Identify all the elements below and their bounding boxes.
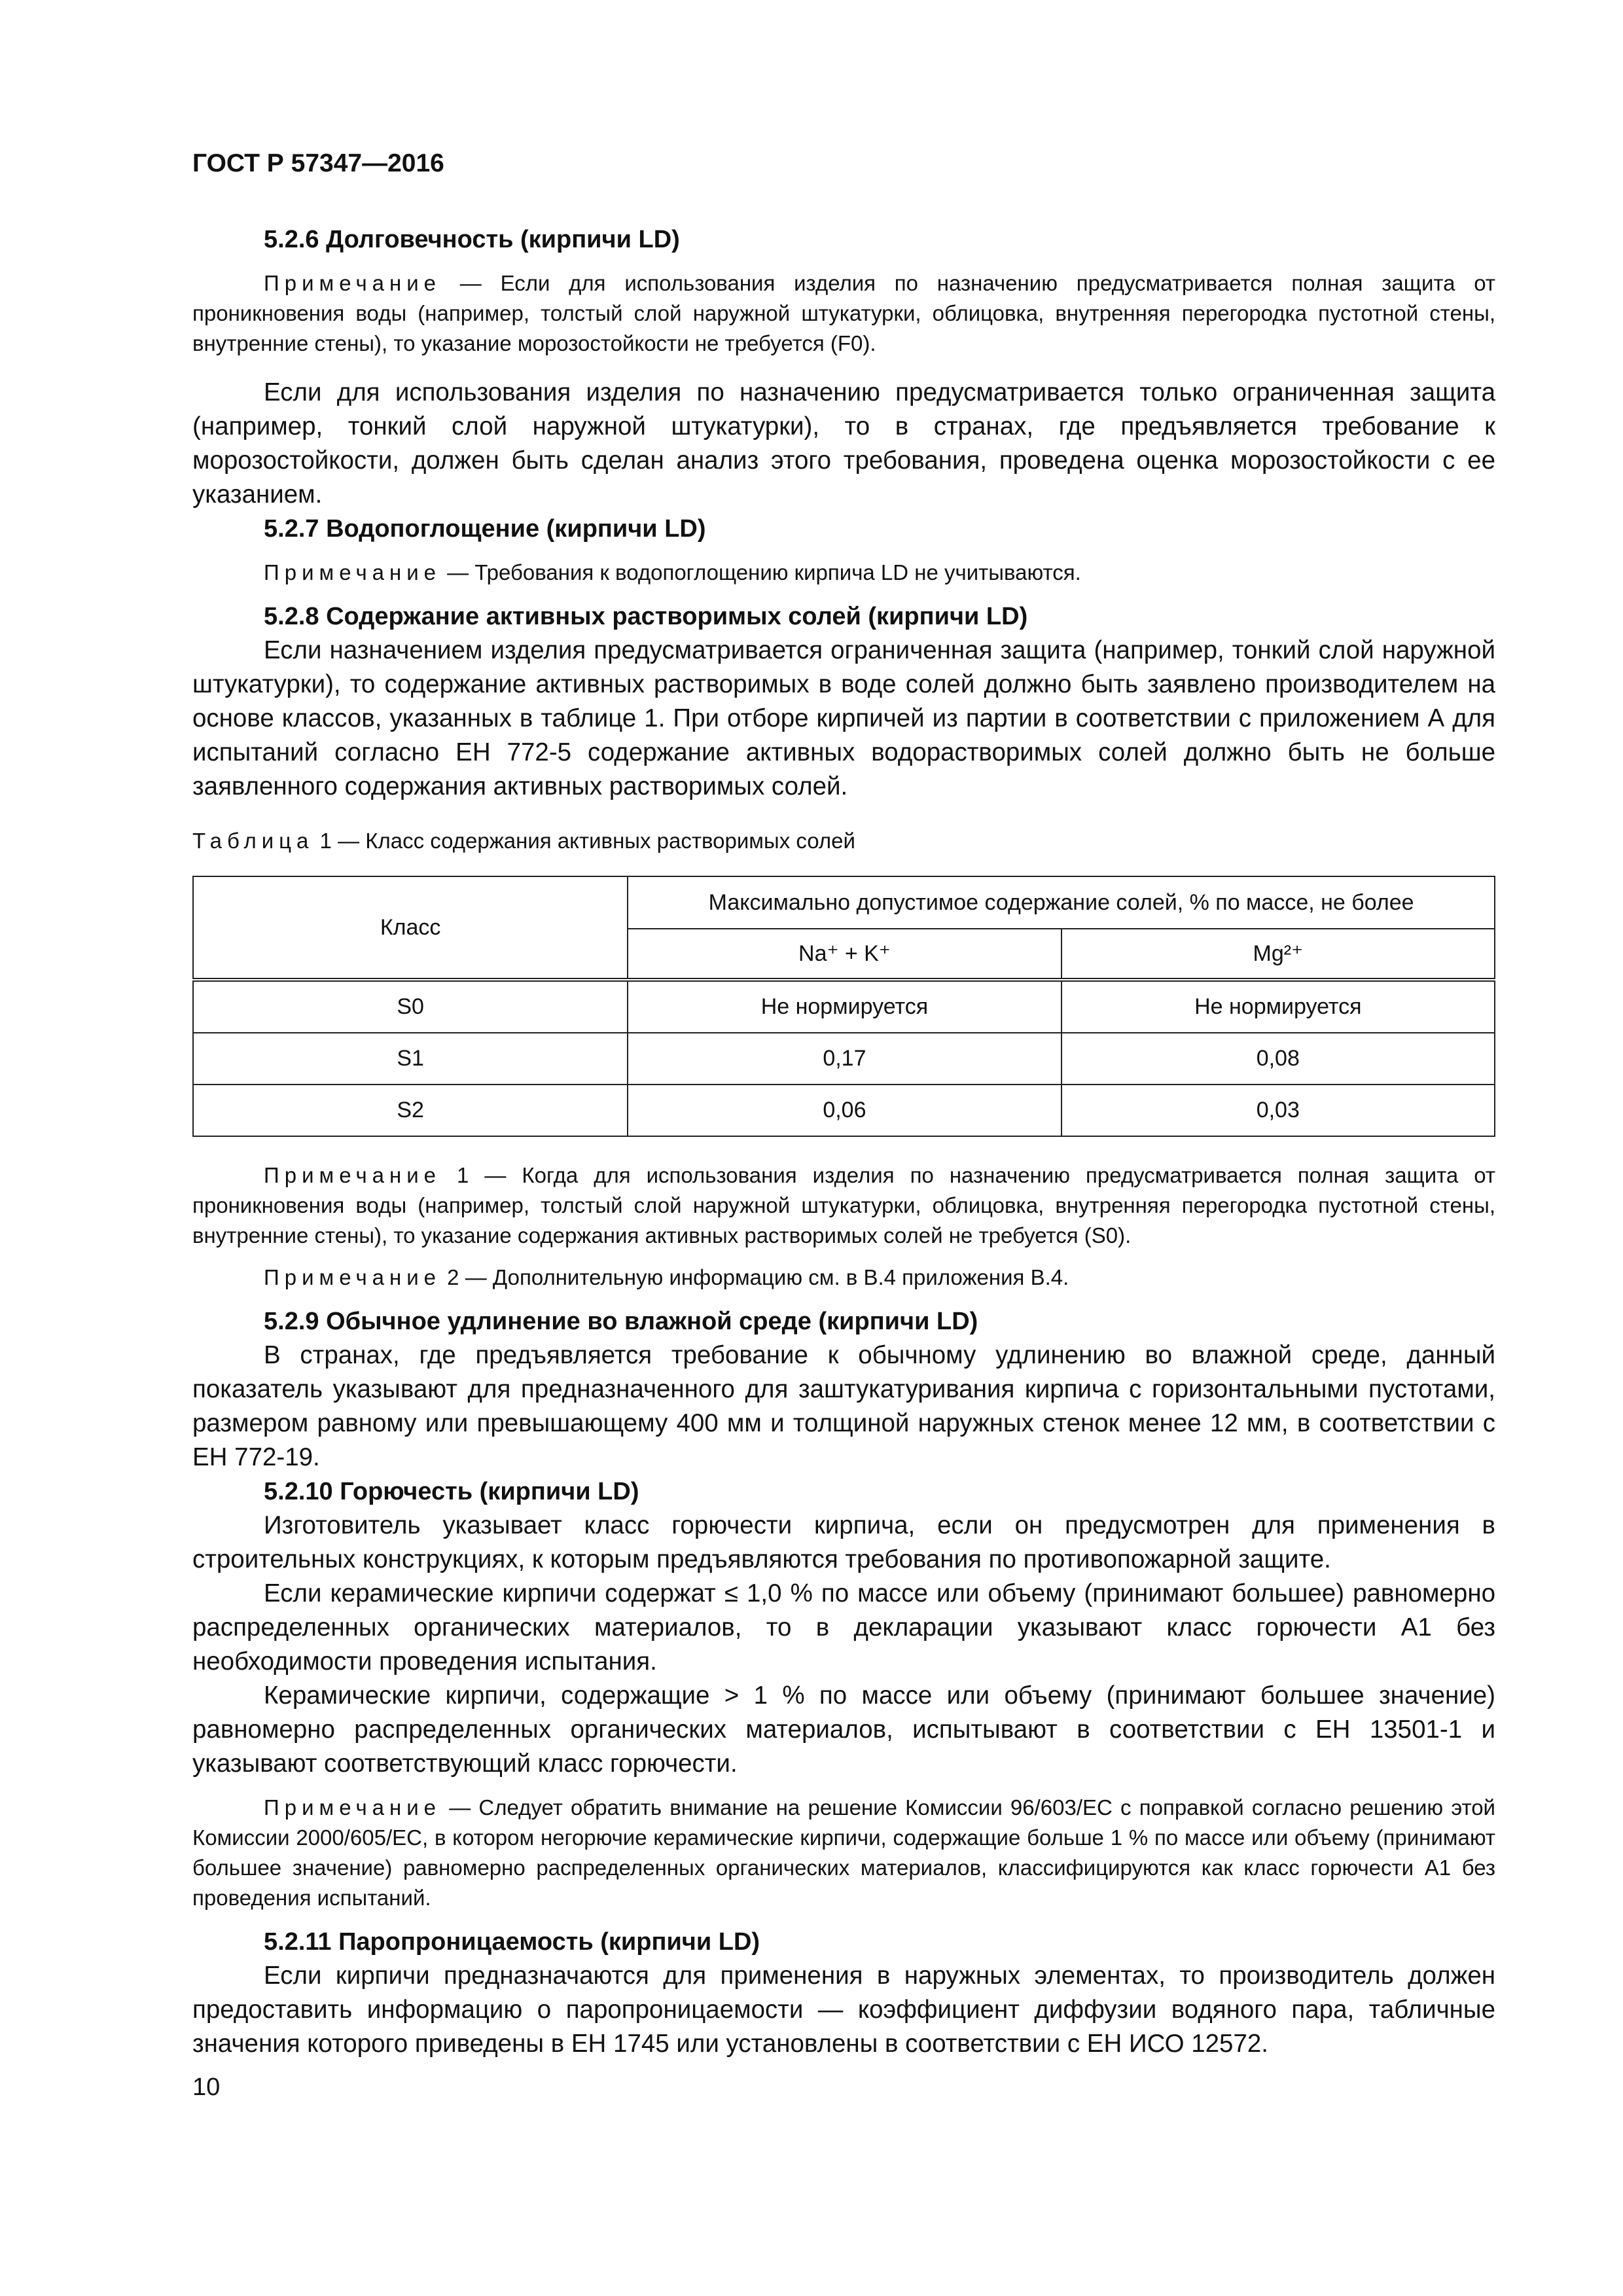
paragraph-5-2-8: Если назначением изделия предусматривается ограниченная защита (например, тонкий слой наружной штукатурки), то содержание активных растворимых в воде солей должно быть заявлено производителем на основе классов, указанных в таблице 1. При отборе кирпичей из партии в соответствии с приложением А для испытаний согласно ЕН 772-5 содержание активных водорастворимых солей должно быть не больше заявленного содержания активных растворимых солей. bbox=[192, 636, 1495, 800]
table-row bbox=[193, 1085, 1495, 1136]
table-header-row bbox=[193, 876, 1495, 929]
header-max-salts: Максимально допустимое содержание солей, % по массе, не более bbox=[628, 876, 1495, 929]
section-title-5-2-9: 5.2.9 Обычное удлинение во влажной среде (кирпичи LD) bbox=[264, 1308, 978, 1335]
note-5-2-10 bbox=[192, 1793, 1495, 1913]
note-5-2-6 bbox=[192, 268, 1495, 359]
table-note-2 bbox=[192, 1263, 1495, 1293]
cell-class: S2 bbox=[193, 1085, 628, 1136]
note-text: 1 — Когда для использования изделия по назначению предусматривается полная защита от проникновения воды (например, толстый слой наружной штукатурки, облицовка, внутренняя перегородка пустотной стены, внутренние стены), то указание содержания активных растворимых солей не требуется (S0). bbox=[192, 1163, 1495, 1247]
paragraph-5-2-6: Если для использования изделия по назначению предусматривается только ограниченная защита (например, тонкий слой наружной штукатурки), то в странах, где предъявляется требование к морозостойкости, должен быть сделан анализ этого требования, проведена оценка морозостойкости с ее указанием. bbox=[192, 378, 1495, 509]
paragraph-5-2-10-a: Изготовитель указывает класс горючести кирпича, если он предусмотрен для применения в строительных конструкциях, к которым предъявляются требования по противопожарной защите. bbox=[192, 1511, 1495, 1573]
note-label: Примечание bbox=[264, 1163, 442, 1187]
table-note-1 bbox=[192, 1160, 1495, 1251]
salts-table bbox=[192, 876, 1495, 1137]
cell-na-k: Не нормируется bbox=[628, 980, 1061, 1033]
note-label: Примечание bbox=[264, 560, 442, 584]
paragraph-5-2-9: В странах, где предъявляется требование к обычному удлинению во влажной среде, данный показатель указывают для предназначенного для заштукатуривания кирпича с горизонтальными пустотами, размером равному или превышающему 400 мм и толщиной наружных стенок менее 12 мм, в соответствии с ЕН 772-19. bbox=[192, 1341, 1495, 1471]
paragraph-5-2-10-c: Керамические кирпичи, содержащие > 1 % по массе или объему (принимают большее значение) равномерно распределенных органических материалов, испытывают в соответствии с ЕН 13501-1 и указывают соответствующий класс горючести. bbox=[192, 1681, 1495, 1778]
cell-na-k: 0,17 bbox=[628, 1033, 1061, 1085]
cell-na-k: 0,06 bbox=[628, 1085, 1061, 1136]
document-header: ГОСТ Р 57347—2016 bbox=[192, 149, 444, 177]
header-class: Класс bbox=[193, 876, 628, 980]
section-title-5-2-10: 5.2.10 Горючесть (кирпичи LD) bbox=[264, 1478, 639, 1505]
cell-class: S1 bbox=[193, 1033, 628, 1085]
table-row bbox=[193, 1033, 1495, 1085]
header-mg: Mg²⁺ bbox=[1061, 929, 1495, 980]
table-caption-label: Таблица bbox=[192, 829, 314, 853]
note-5-2-7 bbox=[192, 558, 1495, 588]
table-row bbox=[193, 980, 1495, 1033]
note-label: Примечание bbox=[264, 271, 442, 295]
note-text: — Если для использования изделия по назначению предусматривается полная защита от проникновения воды (например, толстый слой наружной штукатурки, облицовка, внутренняя перегородка пустотной стены, внутренние стены), то указание морозостойкости не требуется (F0). bbox=[192, 271, 1495, 355]
section-title-5-2-8: 5.2.8 Содержание активных растворимых солей (кирпичи LD) bbox=[264, 603, 1028, 630]
table-caption-text: 1 — Класс содержания активных растворимых солей bbox=[313, 829, 855, 853]
note-text: 2 — Дополнительную информацию см. в В.4 приложения В.4. bbox=[441, 1265, 1069, 1289]
section-title-5-2-7: 5.2.7 Водопоглощение (кирпичи LD) bbox=[264, 515, 706, 543]
section-title-5-2-6: 5.2.6 Долговечность (кирпичи LD) bbox=[264, 226, 680, 253]
cell-mg: Не нормируется bbox=[1061, 980, 1495, 1033]
header-na-k: Na⁺ + K⁺ bbox=[628, 929, 1061, 980]
paragraph-5-2-10-b: Если керамические кирпичи содержат ≤ 1,0 % по массе или объему (принимают большее) равномерно распределенных органических материалов, то в декларации указывают класс горючести А1 без необходимости проведения испытания. bbox=[192, 1579, 1495, 1676]
section-title-5-2-11: 5.2.11 Паропроницаемость (кирпичи LD) bbox=[264, 1928, 760, 1956]
cell-class: S0 bbox=[193, 980, 628, 1033]
note-text: — Следует обратить внимание на решение Комиссии 96/603/ЕС с поправкой согласно решению этой Комиссии 2000/605/ЕС, в котором негорючие керамические кирпичи, содержащие больше 1 % по массе или объему (принимают большее значение) равномерно распределенных органических материалов, классифицируются как класс горючести А1 без проведения испытаний. bbox=[192, 1795, 1495, 1910]
page-number: 10 bbox=[192, 2073, 221, 2101]
cell-mg: 0,08 bbox=[1061, 1033, 1495, 1085]
note-label: Примечание bbox=[264, 1795, 442, 1820]
document-body bbox=[192, 223, 1495, 2061]
table-caption bbox=[192, 826, 1495, 856]
cell-mg: 0,03 bbox=[1061, 1085, 1495, 1136]
note-text: — Требования к водопоглощению кирпича LD не учитываются. bbox=[441, 560, 1081, 584]
paragraph-5-2-11: Если кирпичи предназначаются для применения в наружных элементах, то производитель должен предоставить информацию о паропроницаемости — коэффициент диффузии водяного пара, табличные значения которого приведены в ЕН 1745 или установлены в соответствии с ЕН ИСО 12572. bbox=[192, 1962, 1495, 2058]
note-label: Примечание bbox=[264, 1265, 442, 1289]
